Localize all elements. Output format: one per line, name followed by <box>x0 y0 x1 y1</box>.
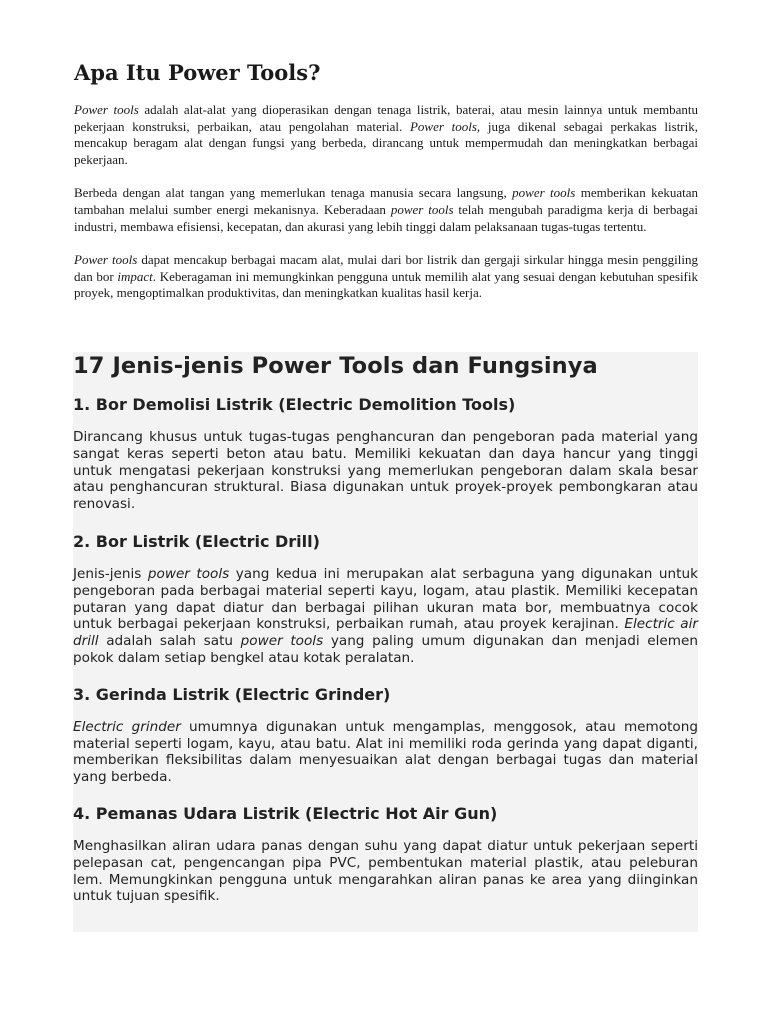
emphasis-text: Power tools <box>74 252 138 268</box>
paragraph-text: . Keberagaman ini memungkinkan pengguna untuk memilih alat yang sesuai dengan kebutuhan spesifik proyek, mengoptimalkan produktivitas, dan meningkatkan kualitas hasil kerja. <box>74 268 698 301</box>
section-heading: 17 Jenis-jenis Power Tools dan Fungsinya <box>73 353 598 379</box>
item-heading-1: 1. Bor Demolisi Listrik (Electric Demolition Tools) <box>73 395 516 414</box>
tools-section <box>73 352 698 932</box>
item-description-1 <box>73 429 698 513</box>
emphasis-text: power tools <box>240 633 324 650</box>
page-title: Apa Itu Power Tools? <box>74 60 321 85</box>
item-heading-3: 3. Gerinda Listrik (Electric Grinder) <box>73 684 391 704</box>
emphasis-text: power tools <box>390 201 454 217</box>
paragraph-text: Menghasilkan aliran udara panas dengan suhu yang dapat diatur untuk pekerjaan seperti pelepasan cat, pengencangan pipa PVC, pembentukan material plastik, atau peleburan lem. Memungkinkan pengguna untuk mengarahkan aliran panas ke area yang diinginkan untuk tujuan spesifik. <box>73 837 698 905</box>
paragraph-text: umumnya digunakan untuk mengamplas, menggosok, atau memotong material seperti logam, kayu, atau batu. Alat ini memiliki roda gerinda yang dapat diganti, memberikan fleksibilitas dalam menyesuaikan alat dengan berbagai tugas dan material yang berbeda. <box>73 718 698 786</box>
emphasis-text: power tools <box>512 185 576 201</box>
item-heading-2: 2. Bor Listrik (Electric Drill) <box>73 531 320 551</box>
paragraph-text: Berbeda dengan alat tangan yang memerlukan tenaga manusia secara langsung, <box>74 185 513 201</box>
item-description-2 <box>73 566 698 667</box>
emphasis-text: Power tools, <box>409 118 481 134</box>
emphasis-text: Power tools <box>74 102 139 117</box>
paragraph-text: Jenis-jenis <box>73 565 148 582</box>
emphasis-text: impact <box>117 268 153 284</box>
item-heading-4: 4. Pemanas Udara Listrik (Electric Hot Air Gun) <box>73 803 498 823</box>
paragraph-text: juga dikenal sebagai perkakas listrik, mencakup beragam alat dengan fungsi yang berbeda, dirancang untuk mempermudah dan meningkatkan berbagai pekerjaan. <box>74 118 698 167</box>
paragraph-text: yang paling umum digunakan dan menjadi elemen pokok dalam setiap bengkel atau kotak peralatan. <box>73 633 699 666</box>
paragraph-text: telah mengubah paradigma kerja di berbagai industri, membawa efisiensi, kecepatan, dan akurasi yang lebih tinggi dalam pelaksanaan tugas-tugas tertentu. <box>74 201 699 234</box>
item-description-4 <box>73 838 698 905</box>
emphasis-text: Electric grinder <box>73 718 181 735</box>
paragraph-text: memberikan kekuatan tambahan melalui sumber energi mekanisnya. Keberadaan <box>74 185 698 217</box>
paragraph-text: yang kedua ini merupakan alat serbaguna yang digunakan untuk pengeboran pada berbagai material seperti kayu, logam, atau plastik. Memiliki kecepatan putaran yang dapat diatur dan berbagai pilihan ukuran mata bor, membuatnya cocok untuk berbagai pekerjaan konstruksi, perbaikan rumah, atau proyek kerajinan. <box>73 565 698 633</box>
paragraph-text: Dirancang khusus untuk tugas-tugas penghancuran dan pengeboran pada material yang sangat keras seperti beton atau batu. Memiliki kekuatan dan daya hancur yang tinggi untuk mengatasi pekerjaan konstruksi yang memerlukan pengeboran dalam skala besar atau penghancuran struktural. Biasa digunakan untuk proyek-proyek pembongkaran atau renovasi. <box>73 429 698 513</box>
intro-article <box>74 58 698 319</box>
paragraph-text: adalah salah satu <box>98 633 241 650</box>
intro-paragraph-3 <box>74 252 698 302</box>
paragraph-text: adalah alat-alat yang dioperasikan dengan tenaga listrik, baterai, atau mesin lainnya untuk membantu pekerjaan konstruksi, perbaikan, atau pengolahan material. <box>74 102 698 134</box>
paragraph-text: dapat mencakup berbagai macam alat, mulai dari bor listrik dan gergaji sirkular hingga mesin penggiling dan bor <box>74 252 698 284</box>
emphasis-text: power tools <box>147 565 230 582</box>
intro-paragraph-1 <box>74 102 698 168</box>
item-description-3 <box>73 719 698 786</box>
intro-paragraph-2 <box>74 185 698 235</box>
emphasis-text: Electric air drill <box>73 616 698 650</box>
